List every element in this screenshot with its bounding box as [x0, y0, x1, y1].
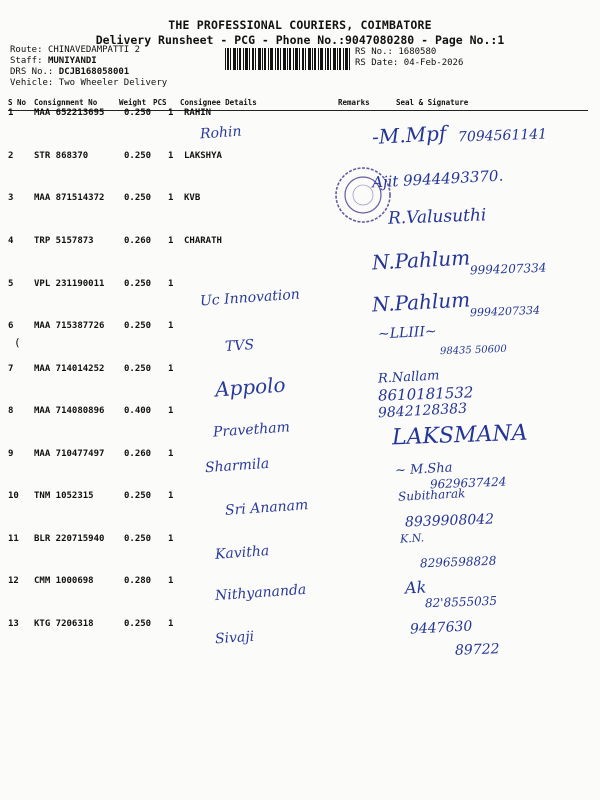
handwritten-consignee: Kavitha: [214, 543, 270, 563]
row-pcs: 1: [168, 619, 174, 629]
drs-value: DCJB168058001: [58, 67, 130, 77]
row-consignment: CMM 1000698: [34, 576, 94, 586]
row-pcs: 1: [168, 193, 174, 203]
signature-line-1: Subitharak: [397, 486, 466, 504]
signature-line-2: 8939908042: [404, 511, 495, 531]
row-consignment: MAA 652213695: [34, 108, 105, 118]
row-sno: 1: [8, 108, 14, 118]
row-consignee: RAHIN: [184, 108, 212, 118]
row-consignee: LAKSHYA: [184, 151, 222, 161]
row-weight: 0.250: [124, 151, 152, 161]
table-row: [8, 364, 588, 404]
row-weight: 0.250: [124, 108, 152, 118]
row-pcs: 1: [168, 534, 174, 544]
row-consignment: TNM 1052315: [34, 491, 94, 501]
row-sno: 11: [8, 534, 19, 544]
signature-line-2: 8610181532: [377, 383, 474, 405]
row-weight: 0.250: [124, 321, 152, 331]
signature-line-2: 9629637424: [429, 474, 507, 492]
col-pcs: PCS: [153, 98, 167, 107]
row-consignment: KTG 7206318: [34, 619, 94, 629]
row-weight: 0.250: [124, 619, 152, 629]
staff-label: Staff:: [10, 56, 43, 66]
rs-date-value: 04-Feb-2026: [403, 58, 464, 68]
col-sno: S No: [8, 98, 27, 107]
staff-value: MUNIYANDI: [47, 56, 97, 66]
handwritten-consignee: TVS: [224, 337, 255, 355]
signature-line-1: -M.Mpf: [371, 121, 447, 149]
row-sno: 9: [8, 449, 14, 459]
signature-line-2: 98435 50600: [439, 343, 507, 358]
col-weight: Weight: [119, 98, 147, 107]
rs-date-label: RS Date:: [355, 58, 399, 68]
row-consignee: KVB: [184, 193, 201, 203]
drs-label: DRS No.:: [10, 67, 54, 77]
row-pcs: 1: [168, 236, 174, 246]
signature-line-1: ~LLIII~: [377, 323, 438, 343]
row-consignment: MAA 714014252: [34, 364, 105, 374]
signature-line-2: 89722: [454, 641, 500, 659]
handwritten-consignee: Pravetham: [212, 419, 291, 441]
table-row: [8, 619, 588, 659]
row-pcs: 1: [168, 406, 174, 416]
signature-line-2: R.Valusuthi: [387, 205, 487, 229]
side-mark: (: [14, 336, 21, 349]
row-pcs: 1: [168, 449, 174, 459]
row-weight: 0.400: [124, 406, 152, 416]
row-consignment: TRP 5157873: [34, 236, 94, 246]
signature-line-2: 9994207334: [469, 303, 541, 320]
row-consignment: MAA 714080896: [34, 406, 105, 416]
signature-line-1: Ajit 9944493370.: [371, 166, 504, 192]
signature-line-2: 8296598828: [419, 553, 497, 571]
table-row: [8, 534, 588, 574]
table-row: [8, 193, 588, 233]
row-sno: 5: [8, 279, 14, 289]
row-consignment: STR 868370: [34, 151, 89, 161]
signature-line-2: LAKSMANA: [391, 420, 528, 451]
row-pcs: 1: [168, 321, 174, 331]
row-consignment: MAA 715387726: [34, 321, 105, 331]
signature-line-1: K.N.: [399, 531, 425, 546]
row-sno: 12: [8, 576, 19, 586]
col-seal: Seal & Signature: [396, 98, 469, 107]
signature-line-1: ~ M.Sha: [394, 460, 453, 479]
row-consignment: VPL 231190011: [34, 279, 105, 289]
handwritten-consignee: Sivaji: [214, 628, 255, 648]
row-weight: 0.250: [124, 491, 152, 501]
row-sno: 8: [8, 406, 14, 416]
row-pcs: 1: [168, 364, 174, 374]
vehicle-value: Two Wheeler Delivery: [58, 78, 168, 88]
signature-line-1: N.Pahlum: [371, 287, 471, 317]
company-title: THE PROFESSIONAL COURIERS, COIMBATORE: [168, 18, 432, 32]
signature-line-1: R.Nallam: [377, 368, 440, 387]
row-sno: 4: [8, 236, 14, 246]
route-value: CHINAVEDAMPATTI 2: [47, 45, 141, 55]
row-pcs: 1: [168, 108, 174, 118]
row-weight: 0.260: [124, 236, 152, 246]
row-weight: 0.250: [124, 534, 152, 544]
row-weight: 0.250: [124, 193, 152, 203]
row-pcs: 1: [168, 151, 174, 161]
signature-line-2: 82'8555035: [424, 593, 498, 611]
route-label: Route:: [10, 45, 43, 55]
row-sno: 10: [8, 491, 19, 501]
signature-line-1: 9447630: [409, 618, 473, 638]
rs-no-value: 1680580: [398, 47, 437, 57]
signature-line-2: 7094561141: [457, 126, 548, 146]
handwritten-consignee: Nithyananda: [214, 581, 307, 605]
handwritten-consignee: Sharmila: [204, 455, 270, 477]
row-consignment: MAA 710477497: [34, 449, 105, 459]
signature-line-1: 9842128383: [377, 400, 468, 422]
handwritten-consignee: Rohin: [199, 123, 242, 143]
row-sno: 13: [8, 619, 19, 629]
row-sno: 6: [8, 321, 14, 331]
handwritten-consignee: Appolo: [214, 372, 287, 402]
rs-no-label: RS No.:: [355, 47, 393, 57]
row-pcs: 1: [168, 279, 174, 289]
runsheet-subtitle: Delivery Runsheet - PCG - Phone No.:9047080280 - Page No.:1: [95, 33, 505, 47]
row-sno: 2: [8, 151, 14, 161]
meta-left: [10, 45, 167, 89]
row-pcs: 1: [168, 491, 174, 501]
signature-line-1: N.Pahlum: [371, 245, 471, 275]
handwritten-consignee: Uc Innovation: [199, 286, 301, 310]
meta-right: [355, 47, 463, 69]
row-weight: 0.250: [124, 279, 152, 289]
row-weight: 0.280: [124, 576, 152, 586]
signature-line-2: 9994207334: [469, 260, 547, 278]
vehicle-label: Vehicle:: [10, 78, 54, 88]
row-consignment: BLR 220715940: [34, 534, 105, 544]
row-weight: 0.260: [124, 449, 152, 459]
signature-line-1: Ak: [404, 577, 427, 598]
col-remarks: Remarks: [338, 98, 370, 107]
row-sno: 7: [8, 364, 14, 374]
row-pcs: 1: [168, 576, 174, 586]
col-consignee: Consignee Details: [180, 98, 257, 107]
row-consignment: MAA 871514372: [34, 193, 105, 203]
row-sno: 3: [8, 193, 14, 203]
row-consignee: CHARATH: [184, 236, 222, 246]
barcode: [225, 48, 350, 70]
handwritten-consignee: Sri Ananam: [224, 497, 309, 519]
col-consignment: Consignment No: [34, 98, 98, 107]
row-weight: 0.250: [124, 364, 152, 374]
